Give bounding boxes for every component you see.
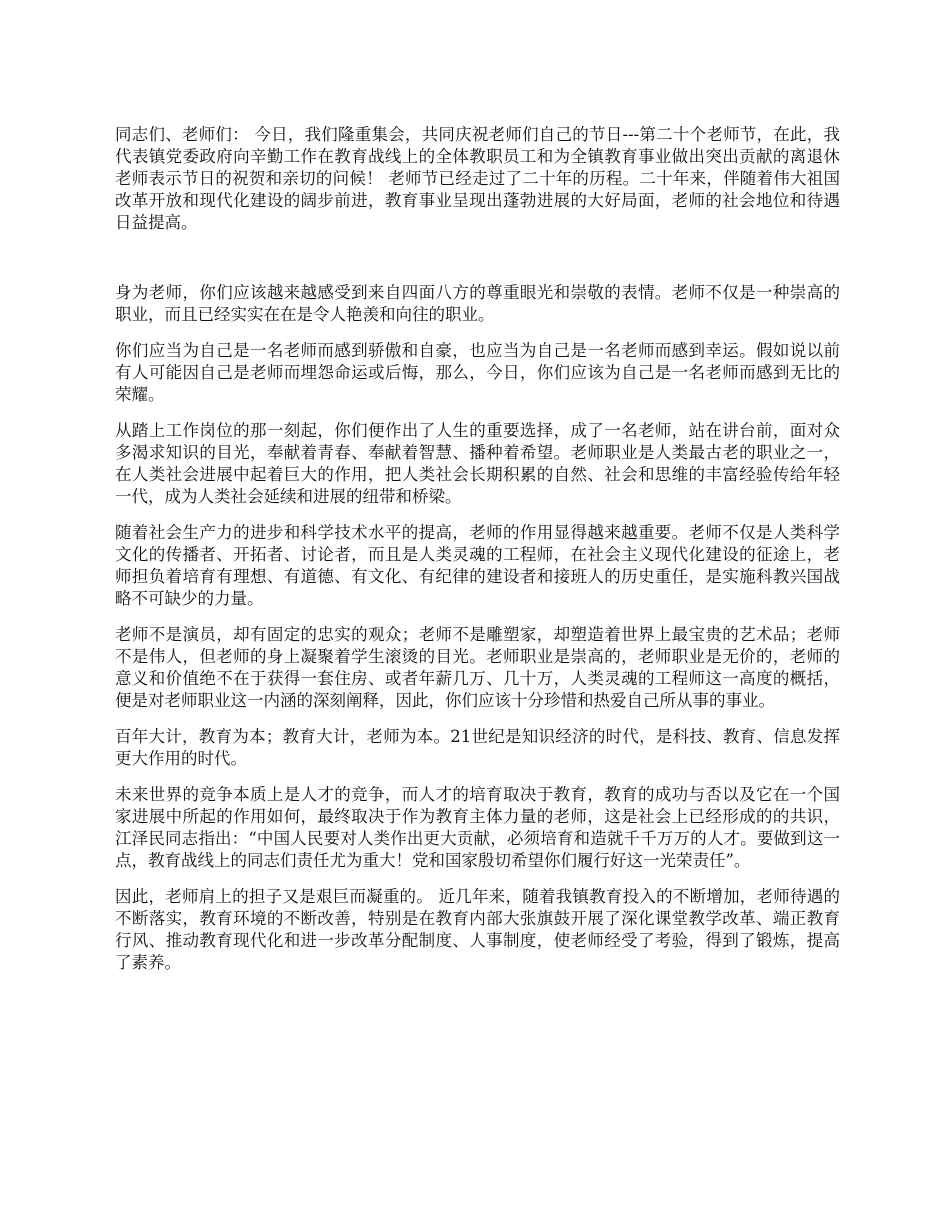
paragraph-noble-profession: 老师不是演员，却有固定的忠实的观众；老师不是雕塑家，却塑造着世界上最宝贵的艺术品；老师不是伟人，但老师的身上凝聚着学生滚烫的目光。老师职业是崇高的，老师职业是无价的，老师的意义和价值绝不在于获得一套住房、或者年薪几万、几十万，人类灵魂的工程师这一高度的概括，便是对老师职业这一内涵的深刻阐释，因此，你们应该十分珍惜和热爱自己所从事的事业。 <box>115 625 840 710</box>
paragraph-social-role: 随着社会生产力的进步和科学技术水平的提高，老师的作用显得越来越重要。老师不仅是人类科学文化的传播者、开拓者、讨论者，而且是人类灵魂的工程师，在社会主义现代化建设的征途上，老师担负着培育有理想、有道德、有文化、有纪律的建设者和接班人的历史重任，是实施科教兴国战略不可缺少的力量。 <box>115 523 840 608</box>
paragraph-career-choice: 从踏上工作岗位的那一刻起，你们便作出了人生的重要选择，成了一名老师，站在讲台前，面对众多渴求知识的目光，奉献着青春、奉献着智慧、播种着希望。老师职业是人类最古老的职业之一，在人类社会进展中起着巨大的作用，把人类社会长期积累的自然、社会和思维的丰富经验传给年轻一代，成为人类社会延续和进展的纽带和桥梁。 <box>115 421 840 506</box>
paragraph-greeting: 同志们、老师们： 今日，我们隆重集会，共同庆祝老师们自己的节日---第二十个老师节，在此，我代表镇党委政府向辛勤工作在教育战线上的全体教职员工和为全镇教育事业做出突出贡献的离退休老师表示节日的祝贺和亲切的问候！ 老师节已经走过了二十年的历程。二十年来，伴随着伟大祖国改革开放和现代化建设的阔步前进，教育事业呈现出蓬勃进展的大好局面，老师的社会地位和待遇日益提高。 <box>115 125 840 232</box>
paragraph-education-foundation: 百年大计，教育为本；教育大计，老师为本。21世纪是知识经济的时代，是科技、教育、信息发挥更大作用的时代。 <box>115 727 840 768</box>
paragraph-teacher-respect: 身为老师，你们应该越来越感受到来自四面八方的尊重眼光和崇敬的表情。老师不仅是一种崇高的职业，而且已经实实在在是令人艳羡和向往的职业。 <box>115 283 840 324</box>
paragraph-talent-competition: 未来世界的竞争本质上是人才的竞争，而人才的培育取决于教育，教育的成功与否以及它在一个国家进展中所起的作用如何，最终取决于作为教育主体力量的老师，这是社会上已经形成的的共识，江泽民同志指出：“中国人民要对人类作出更大贡献，必须培育和造就千千万万的人才。要做到这一点，教育战线上的同志们责任尤为重大！党和国家殷切希望你们履行好这一光荣责任”。 <box>115 785 840 870</box>
document-body <box>115 124 840 988</box>
paragraph-pride: 你们应当为自己是一名老师而感到骄傲和自豪，也应当为自己是一名老师而感到幸运。假如说以前有人可能因自己是老师而埋怨命运或后悔，那么，今日，你们应该为自己是一名老师而感到无比的荣耀。 <box>115 341 840 404</box>
paragraph-responsibility: 因此，老师肩上的担子又是艰巨而凝重的。 近几年来，随着我镇教育投入的不断增加，老师待遇的不断落实，教育环境的不断改善，特别是在教育内部大张旗鼓开展了深化课堂教学改革、端正教育行风、推动教育现代化和进一步改革分配制度、人事制度，使老师经受了考验，得到了锻炼，提高了素养。 <box>115 887 840 972</box>
